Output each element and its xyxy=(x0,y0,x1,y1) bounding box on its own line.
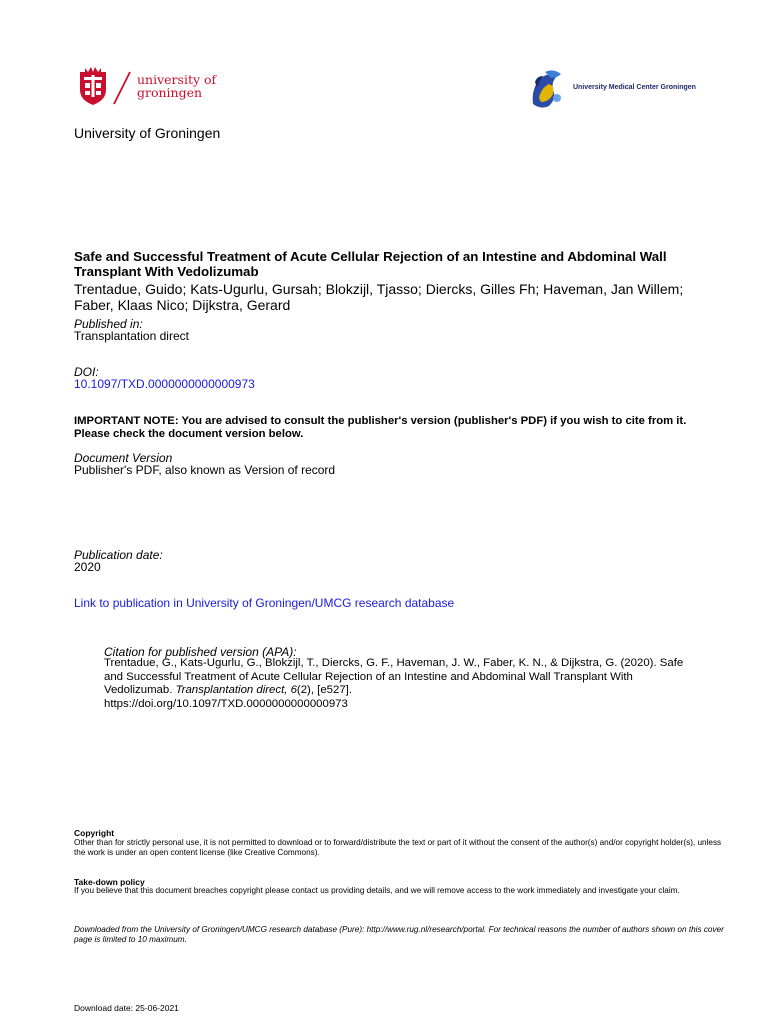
doi-link[interactable]: 10.1097/TXD.0000000000000973 xyxy=(74,377,255,391)
document-version-label: Document Version xyxy=(74,451,173,465)
logo-divider-slash xyxy=(112,70,132,106)
copyright-text: Other than for strictly personal use, it is not permitted to download or to forward/distribute the text or part of it without the consent of the author(s) and/or copyright holder(s), unless the work is under an open content license (like Creative Commons). xyxy=(74,838,722,857)
umcg-logo xyxy=(527,68,697,112)
published-in-label: Published in: xyxy=(74,317,143,331)
download-date: Download date: 25-06-2021 xyxy=(74,1003,179,1013)
publication-date-value: 2020 xyxy=(74,560,101,574)
important-note: IMPORTANT NOTE: You are advised to consult the publisher's version (publisher's PDF) if you wish to cite from it. Please check the document version below. xyxy=(74,415,687,440)
publication-title: Safe and Successful Treatment of Acute Cellular Rejection of an Intestine and Abdominal Wall Transplant With Vedolizumab xyxy=(74,249,667,279)
doi-label: DOI: xyxy=(74,365,99,379)
published-in-value: Transplantation direct xyxy=(74,329,189,343)
copyright-heading: Copyright xyxy=(74,828,115,838)
umcg-emblem-icon xyxy=(527,68,567,110)
university-of-groningen-logo xyxy=(78,66,228,110)
takedown-text: If you believe that this document breaches copyright please contact us providing details, and we will remove access to the work immediately and investigate your claim. xyxy=(74,886,680,895)
citation-label: Citation for published version (APA): xyxy=(104,645,297,659)
rug-logo-text xyxy=(137,73,216,99)
citation-journal: Transplantation direct, 6 xyxy=(175,684,297,696)
document-version-value: Publisher's PDF, also known as Version of record xyxy=(74,463,336,477)
citation-part1: Trentadue, G., Kats-Ugurlu, G., Blokzijl, T., Diercks, G. F., Haveman, J. W., Faber, K. N., & Dijkstra, G. (2020). Safe and Successful Treatment of Acute Cellular Rejection of an Intestine and Abdominal Wall Transplant With Vedolizumab. xyxy=(104,657,684,696)
institution-name: University of Groningen xyxy=(74,125,221,141)
takedown-heading: Take-down policy xyxy=(74,877,145,887)
citation-url[interactable]: https://doi.org/10.1097/TXD.0000000000000973 xyxy=(104,697,348,710)
umcg-logo-text: University Medical Center Groningen xyxy=(573,84,696,91)
citation-text xyxy=(104,657,704,711)
author-list: Trentadue, Guido; Kats-Ugurlu, Gursah; Blokzijl, Tjasso; Diercks, Gilles Fh; Haveman, Jan Willem; Faber, Klaas Nico; Dijkstra, Gerard xyxy=(74,281,684,313)
rug-logo-line2: groningen xyxy=(137,85,203,100)
rug-crest-icon xyxy=(78,66,108,106)
publication-database-link[interactable]: Link to publication in University of Groningen/UMCG research database xyxy=(74,596,455,610)
rug-logo-line1: university of xyxy=(137,72,217,87)
downloaded-note: Downloaded from the University of Groningen/UMCG research database (Pure): http://www.rug.nl/research/portal. For technical reasons the number of authors shown on this cover page is limited to 10 maximum. xyxy=(74,925,724,944)
publication-date-label: Publication date: xyxy=(74,548,163,562)
citation-part2: (2), [e527]. xyxy=(296,684,353,696)
